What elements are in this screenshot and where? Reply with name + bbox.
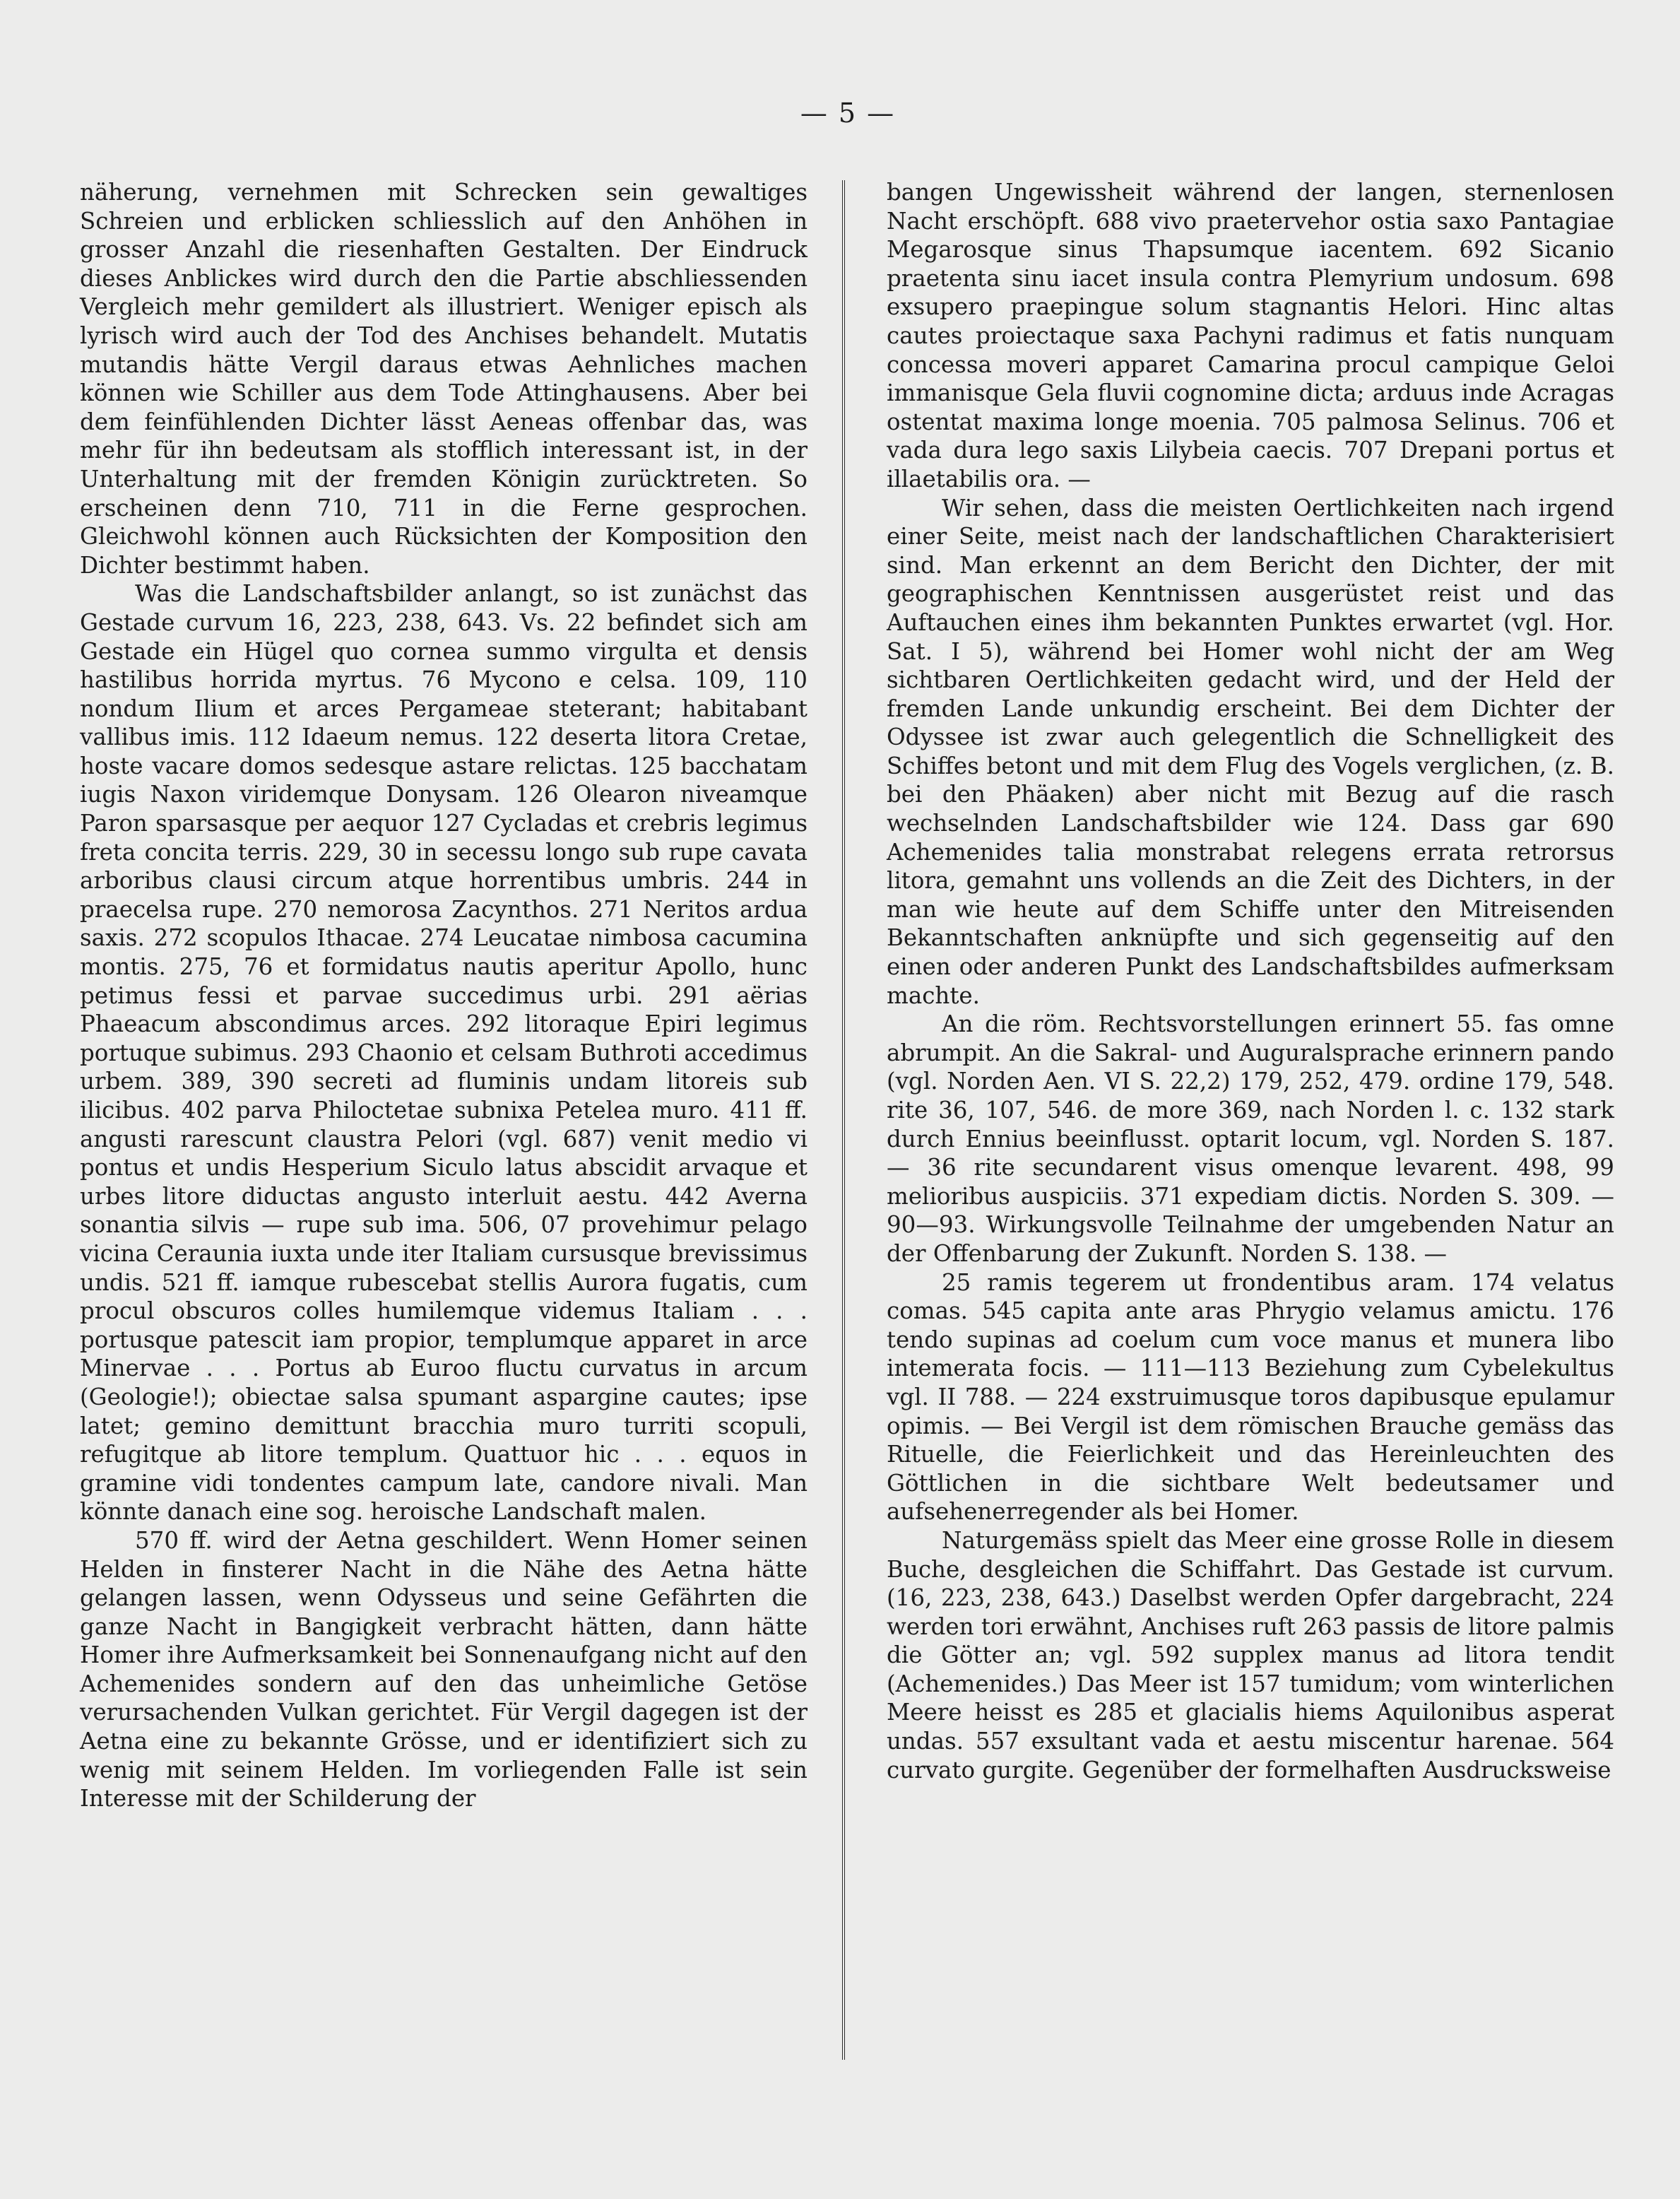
page-number: — 5 — [800, 98, 896, 129]
paragraph: An die röm. Rechtsvorstellungen erinnert 55. fas omne abrumpit. An die Sakral- und Auguralsprache erinnern pando (vgl. Norden Aen. VI S. 22,2) 179, 252, 479. ordine 179, 548. rite 36, 107, 546. de more 369, nach Norden l. c. 132 stark durch Ennius beeinflusst. optarit locum, vgl. Norden S. 187. — 36 rite secundarent visus omenque levarent. 498, 99 melioribus auspiciis. 371 expediam dictis. Norden S. 309. — 90—93. Wirkungsvolle Teilnahme der umgebenden Natur an der Offenbarung der Zukunft. Norden S. 138. — [887, 1010, 1614, 1267]
paragraph: 570 ff. wird der Aetna geschildert. Wenn Homer seinen Helden in finsterer Nacht in die Nähe des Aetna hätte gelangen lassen, wenn Odysseus und seine Gefährten die ganze Nacht in Bangigkeit verbracht hätten, dann hätte Homer ihre Aufmerksamkeit bei Sonnenaufgang nicht auf den Achemenides sondern auf den das unheimliche Getöse verursachenden Vulkan gerichtet. Für Vergil dagegen ist der Aetna eine zu bekannte Grösse, und er identifiziert sich zu wenig mit seinem Helden. Im vorliegenden Falle ist sein Interesse mit der Schilderung der [80, 1526, 808, 1812]
column-divider [842, 180, 845, 2060]
paragraph: näherung, vernehmen mit Schrecken sein gewaltiges Schreien und erblicken schliesslich auf den Anhöhen in grosser Anzahl die riesenhaften Gestalten. Der Eindruck dieses Anblickes wird durch den die Partie abschliessenden Vergleich mehr gemildert als illustriert. Weniger episch als lyrisch wird auch der Tod des Anchises behandelt. Mutatis mutandis hätte Vergil daraus etwas Aehnliches machen können wie Schiller aus dem Tode Attinghausens. Aber bei dem feinfühlenden Dichter lässt Aeneas offenbar das, was mehr für ihn bedeutsam als stofflich interessant ist, in der Unterhaltung mit der fremden Königin zurücktreten. So erscheinen denn 710, 711 in die Ferne gesprochen. Gleichwohl können auch Rücksichten der Komposition den Dichter bestimmt haben. [80, 179, 808, 579]
paragraph: Naturgemäss spielt das Meer eine grosse Rolle in diesem Buche, desgleichen die Schiffahrt. Das Gestade ist curvum. (16, 223, 238, 643.) Daselbst werden Opfer dargebracht, 224 werden tori erwähnt, Anchises ruft 263 passis de litore palmis die Götter an; vgl. 592 supplex manus ad litora tendit (Achemenides.) Das Meer ist 157 tumidum; vom winterlichen Meere heisst es 285 et glacialis hiems Aquilonibus asperat undas. 557 exsultant vada et aestu miscentur harenae. 564 curvato gurgite. Gegenüber der formelhaften Ausdrucksweise [887, 1526, 1614, 1784]
paragraph: 25 ramis tegerem ut frondentibus aram. 174 velatus comas. 545 capita ante aras Phrygio velamus amictu. 176 tendo supinas ad coelum cum voce manus et munera libo intemerata focis. — 111—113 Beziehung zum Cybelekultus vgl. II 788. — 224 exstruimusque toros dapibusque epulamur opimis. — Bei Vergil ist dem römischen Brauche gemäss das Rituelle, die Feierlichkeit und das Hereinleuchten des Göttlichen in die sichtbare Welt bedeutsamer und aufsehenerregender als bei Homer. [887, 1268, 1614, 1526]
paragraph: Wir sehen, dass die meisten Oertlichkeiten nach irgend einer Seite, meist nach der landschaftlichen Charakterisiert sind. Man erkennt an dem Bericht den Dichter, der mit geographischen Kenntnissen ausgerüstet reist und das Auftauchen eines ihm bekannten Punktes erwartet (vgl. Hor. Sat. I 5), während bei Homer wohl nicht der am Weg sichtbaren Oertlichkeiten gedacht wird, und der Held der fremden Lande unkundig erscheint. Bei dem Dichter der Odyssee ist zwar auch gelegentlich die Schnelligkeit des Schiffes betont und mit dem Flug des Vogels verglichen, (z. B. bei den Phäaken) aber nicht mit Bezug auf die rasch wechselnden Landschaftsbilder wie 124. Dass gar 690 Achemenides talia monstrabat relegens errata retrorsus litora, gemahnt uns vollends an die Zeit des Dichters, in der man wie heute auf dem Schiffe unter den Mitreisenden Bekanntschaften anknüpfte und sich gegenseitig auf den einen oder anderen Punkt des Landschaftsbildes aufmerksam machte. [887, 494, 1614, 1009]
paragraph: Was die Landschaftsbilder anlangt, so ist zunächst das Gestade curvum 16, 223, 238, 643. Vs. 22 befindet sich am Gestade ein Hügel quo cornea summo virgulta et densis hastilibus horrida myrtus. 76 Mycono e celsa. 109, 110 nondum Ilium et arces Pergameae steterant; habitabant vallibus imis. 112 Idaeum nemus. 122 deserta litora Cretae, hoste vacare domos sedesque astare relictas. 125 bacchatam iugis Naxon viridemque Donysam. 126 Olearon niveamque Paron sparsasque per aequor 127 Cycladas et crebris legimus freta concita terris. 229, 30 in secessu longo sub rupe cavata arboribus clausi circum atque horrentibus umbris. 244 in praecelsa rupe. 270 nemorosa Zacynthos. 271 Neritos ardua saxis. 272 scopulos Ithacae. 274 Leucatae nimbosa cacumina montis. 275, 76 et formidatus nautis aperitur Apollo, hunc petimus fessi et parvae succedimus urbi. 291 aërias Phaeacum abscondimus arces. 292 litoraque Epiri legimus portuque subimus. 293 Chaonio et celsam Buthroti accedimus urbem. 389, 390 secreti ad fluminis undam litoreis sub ilicibus. 402 parva Philoctetae subnixa Petelea muro. 411 ff. angusti rarescunt claustra Pelori (vgl. 687) venit medio vi pontus et undis Hesperium Siculo latus abscidit arvaque et urbes litore diductas angusto interluit aestu. 442 Averna sonantia silvis — rupe sub ima. 506, 07 provehimur pelago vicina Ceraunia iuxta unde iter Italiam cursusque brevissimus undis. 521 ff. iamque rubescebat stellis Aurora fugatis, cum procul obscuros colles humilemque videmus Italiam . . . portusque patescit iam propior, templumque apparet in arce Minervae . . . Portus ab Euroo fluctu curvatus in arcum (Geologie!); obiectae salsa spumant aspargine cautes; ipse latet; gemino demittunt bracchia muro turriti scopuli, refugitque ab litore templum. Quattuor hic . . . equos in gramine vidi tondentes campum late, candore nivali. Man könnte danach eine sog. heroische Landschaft malen. [80, 580, 808, 1526]
left-column [80, 178, 808, 1813]
right-column [887, 178, 1614, 1784]
paragraph: bangen Ungewissheit während der langen, sternenlosen Nacht erschöpft. 688 vivo praetervehor ostia saxo Pantagiae Megarosque sinus Thapsumque iacentem. 692 Sicanio praetenta sinu iacet insula contra Plemyrium undosum. 698 exsupero praepingue solum stagnantis Helori. Hinc altas cautes proiectaque saxa Pachyni radimus et fatis nunquam concessa moveri apparet Camarina procul campique Geloi immanisque Gela fluvii cognomine dicta; arduus inde Acragas ostentat maxima longe moenia. 705 palmosa Selinus. 706 et vada dura lego saxis Lilybeia caecis. 707 Drepani portus et illaetabilis ora. — [887, 179, 1614, 493]
